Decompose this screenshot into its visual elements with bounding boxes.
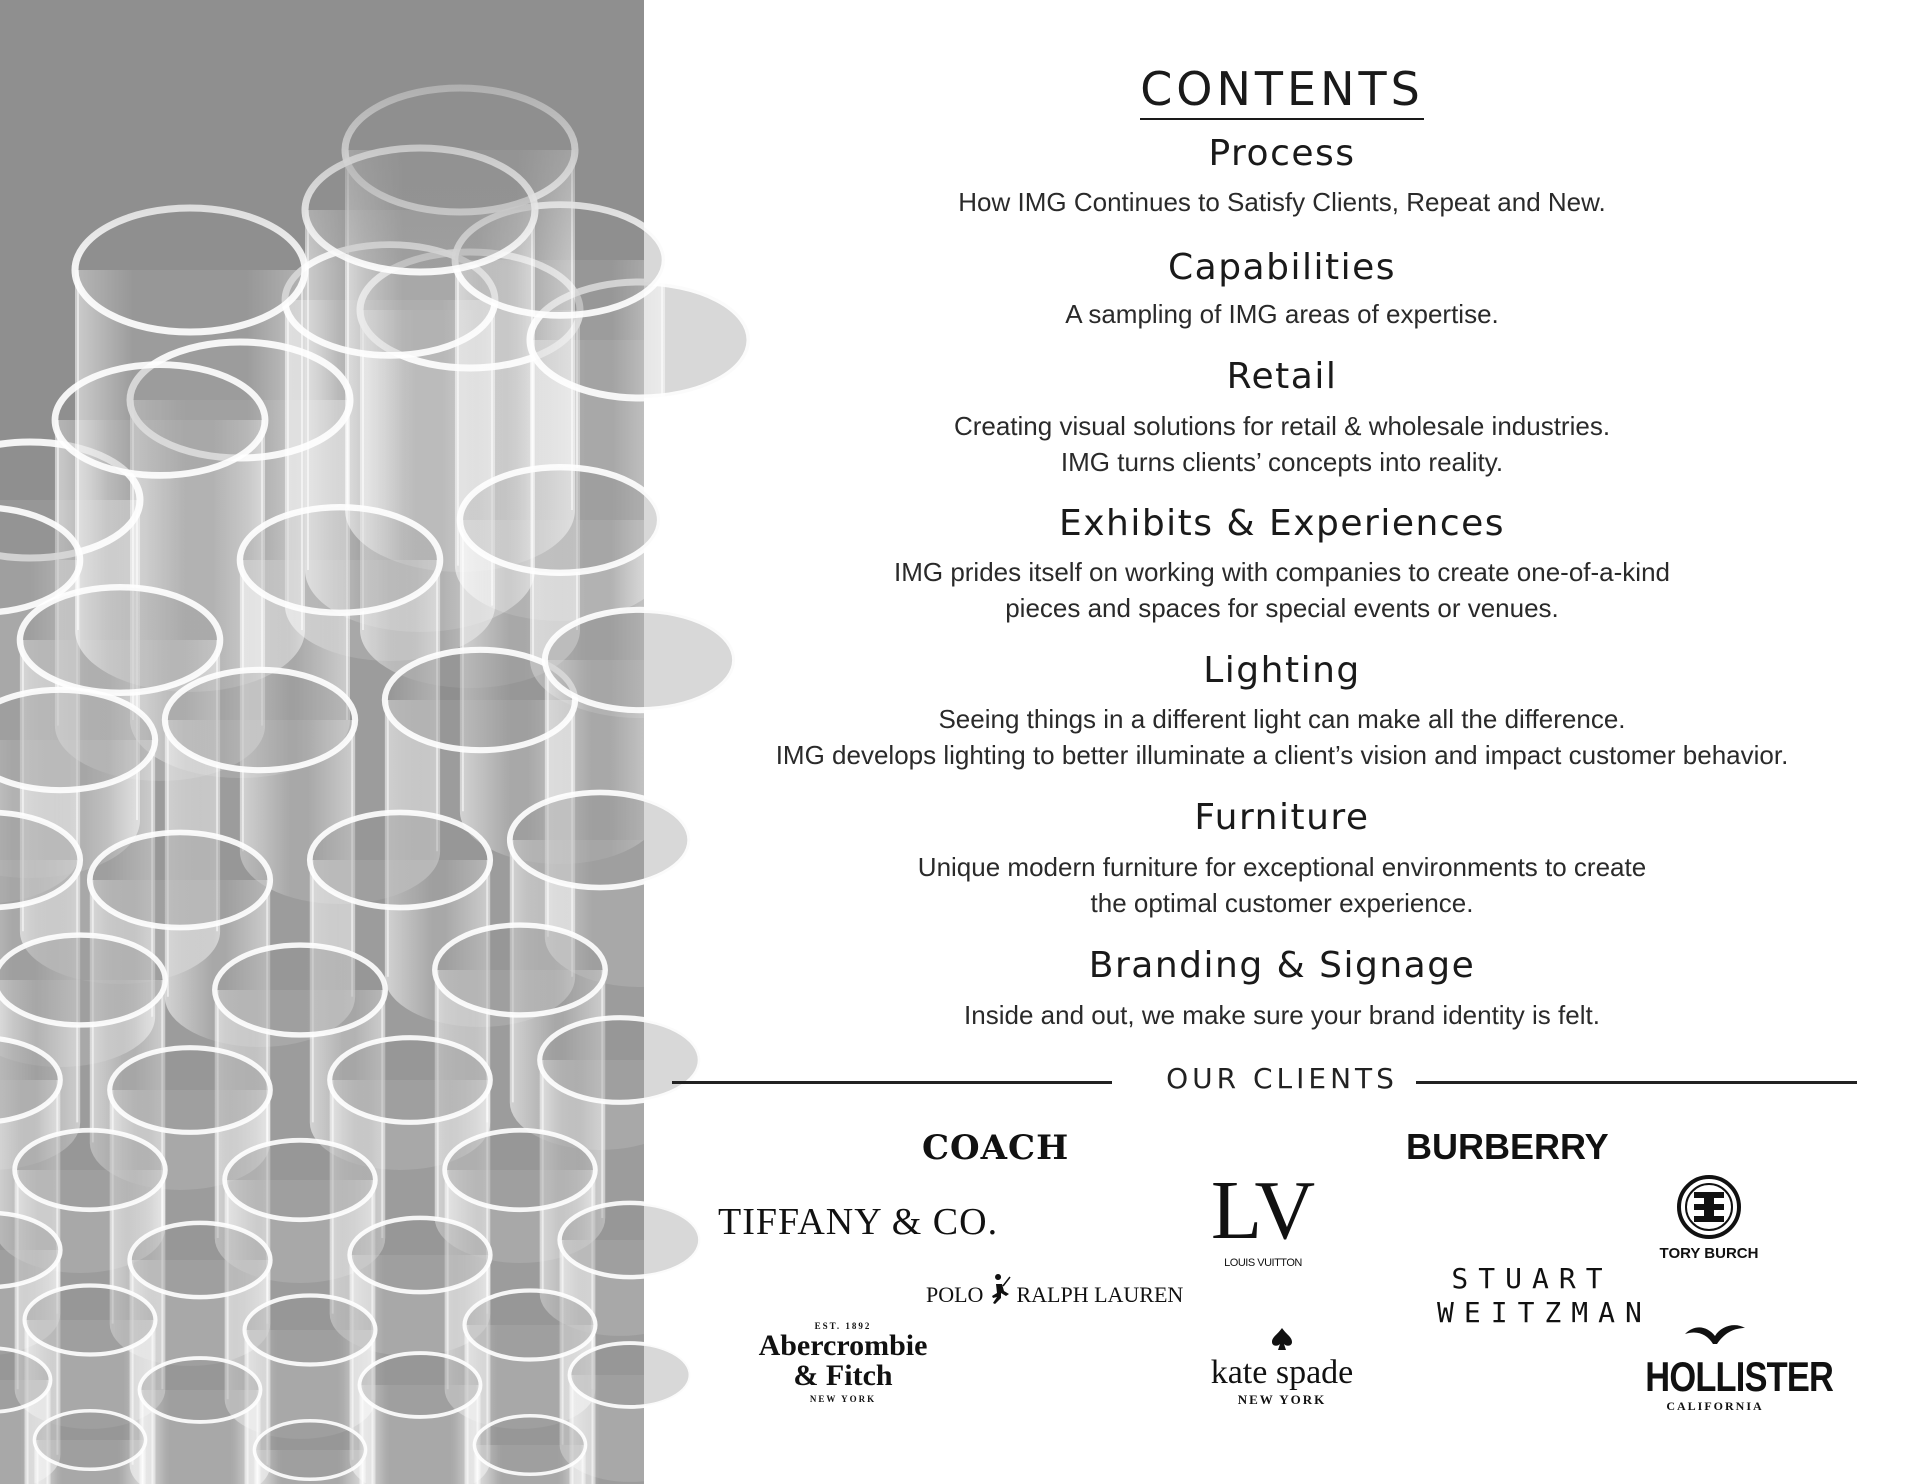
contents-panel (644, 0, 1920, 1484)
louis-vuitton-logo (1210, 1164, 1316, 1269)
hollister-name: HOLLISTER (1645, 1353, 1834, 1400)
lv-monogram-text: LV (1210, 1164, 1316, 1257)
section-heading-lighting: Lighting (1203, 650, 1361, 691)
stuart-line2: WEITZMAN (1437, 1296, 1652, 1329)
lv-caption: LOUIS VUITTON (1224, 1257, 1302, 1269)
section-heading-exhibits: Exhibits & Experiences (1058, 503, 1506, 544)
tory-burch-emblem-icon (1676, 1174, 1742, 1240)
section-desc-furniture (644, 849, 1920, 921)
desc-line: Seeing things in a different light can make all the difference. (938, 704, 1626, 734)
desc-line: A sampling of IMG areas of expertise. (1065, 299, 1499, 329)
polo-ralph-lauren-logo (926, 1276, 1183, 1308)
af-est: EST. 1892 (814, 1321, 872, 1331)
lv-monogram-icon (1210, 1164, 1316, 1257)
af-line1: Abercrombie (758, 1329, 928, 1362)
desc-line: Inside and out, we make sure your brand identity is felt. (964, 1000, 1600, 1030)
stuart-weitzman-logo (1437, 1262, 1652, 1330)
coach-logo: COACH (922, 1128, 1070, 1168)
clients-rule-right (1416, 1081, 1857, 1084)
kate-spade-logo (1182, 1322, 1382, 1408)
hollister-sub: CALIFORNIA (1666, 1399, 1764, 1413)
section-heading-retail: Retail (1226, 356, 1338, 397)
tubes-photo (0, 0, 644, 1484)
section-desc-lighting (644, 701, 1920, 773)
section-desc-capabilities (644, 296, 1920, 332)
tory-burch-logo (1648, 1174, 1770, 1262)
kate-spade-name: kate spade (1210, 1354, 1354, 1391)
section-desc-retail (644, 408, 1920, 480)
hollister-logo (1630, 1320, 1834, 1414)
section-heading-branding: Branding & Signage (1088, 945, 1476, 986)
section-heading-furniture: Furniture (1194, 797, 1370, 838)
desc-line: IMG turns clients’ concepts into reality. (1060, 447, 1504, 477)
polo-text: POLO (926, 1282, 984, 1307)
desc-line: IMG prides itself on working with companies to create one-of-a-kind (893, 557, 1670, 587)
kate-spade-sub: NEW YORK (1237, 1392, 1327, 1407)
desc-line: Creating visual solutions for retail & wholesale industries. (953, 411, 1611, 441)
section-heading-process: Process (1208, 133, 1356, 174)
desc-line: IMG develops lighting to better illuminate a client’s vision and impact customer behavior. (775, 740, 1789, 770)
af-line2: & Fitch (793, 1359, 893, 1392)
desc-line: How IMG Continues to Satisfy Clients, Repeat and New. (958, 187, 1606, 217)
section-desc-process (644, 184, 1920, 220)
section-desc-exhibits (644, 554, 1920, 626)
tory-burch-caption: TORY BURCH (1659, 1245, 1759, 1262)
desc-line: Unique modern furniture for exceptional environments to create (917, 852, 1647, 882)
abercrombie-fitch-logo (748, 1322, 938, 1404)
seagull-icon (1683, 1320, 1747, 1348)
tiffany-logo: TIFFANY & CO. (718, 1201, 999, 1243)
burberry-logo: BURBERRY (1406, 1126, 1609, 1167)
af-sub: NEW YORK (809, 1394, 877, 1404)
desc-line: pieces and spaces for special events or venues. (1005, 593, 1559, 623)
stuart-line1: STUART (1451, 1262, 1613, 1295)
section-heading-capabilities: Capabilities (1168, 247, 1396, 288)
ralph-lauren-text: RALPH LAUREN (1016, 1282, 1184, 1307)
contents-title: CONTENTS (644, 62, 1920, 116)
section-desc-branding (644, 997, 1920, 1033)
clients-label: OUR CLIENTS (1166, 1062, 1398, 1095)
polo-player-icon (989, 1276, 1011, 1306)
desc-line: the optimal customer experience. (1090, 888, 1474, 918)
spade-icon (1271, 1327, 1293, 1351)
